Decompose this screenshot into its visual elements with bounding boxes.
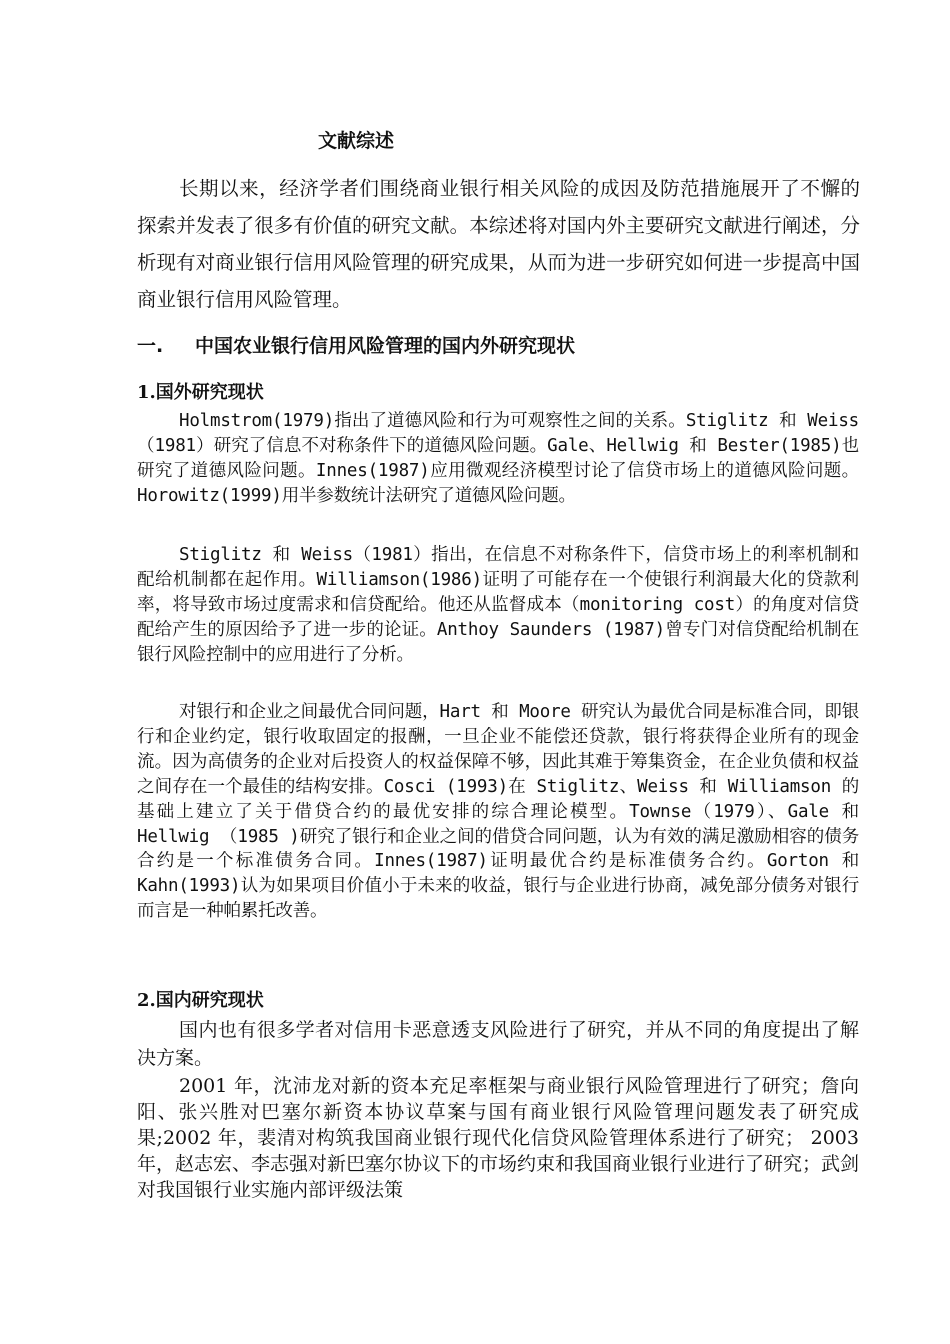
section-number: 一. [137,335,164,357]
foreign-paragraph-2: Stiglitz 和 Weiss（1981）指出，在信息不对称条件下，信贷市场上的利率机制和配给机制都在起作用。Williamson(1986)证明了可能存在一个使银行利润最大化的贷款利率，将导致市场过度需求和信贷配给。他还从监督成本（monitoring cost）的角度对信贷配给产生的原因给予了进一步的论证。Anthoy Saunders (1987)曾专门对信贷配给机制在银行风险控制中的应用进行了分析。 [137,545,859,665]
foreign-paragraph-3: 对银行和企业之间最优合同问题，Hart 和 Moore 研究认为最优合同是标准合同，即银行和企业约定，银行收取固定的报酬，一旦企业不能偿还贷款，银行将获得企业所有的现金流。因为高债务的企业对后投资人的权益保障不够，因此其难于筹集资金，在企业负债和权益之间存在一个最佳的结构安排。Cosci (1993)在 Stiglitz、Weiss 和 Williamson 的基础上建立了关于借贷合约的最优安排的综合理论模型。Townse（1979）、Gale 和 Hellwig （1985 )研究了银行和企业之间的借贷合同问题，认为有效的满足激励相容的债务合约是一个标准债务合同。Innes(1987)证明最优合约是标准债务合约。Gorton 和 Kahn(1993)认为如果项目价值小于未来的收益，银行与企业进行协商，减免部分债务对银行而言是一种帕累托改善。 [137,702,859,922]
foreign-paragraph-1: Holmstrom(1979)指出了道德风险和行为可观察性之间的关系。Stiglitz 和 Weiss（1981）研究了信息不对称条件下的道德风险问题。Gale、Hellwig 和 Bester(1985)也研究了道德风险问题。Innes(1987)应用微观经济模型讨论了信贷市场上的道德风险问题。Horowitz(1999)用半参数统计法研究了道德风险问题。 [137,411,859,506]
intro-paragraph: 长期以来，经济学者们围绕商业银行相关风险的成因及防范措施展开了不懈的探索并发表了很多有价值的研究文献。本综述将对国内外主要研究文献进行阐述，分析现有对商业银行信用风险管理的研究成果，从而为进一步研究如何进一步提高中国商业银行信用风险管理。 [137,177,860,311]
section-heading [137,331,575,358]
domestic-paragraph-1: 国内也有很多学者对信用卡恶意透支风险进行了研究，并从不同的角度提出了解决方案。 [137,1019,859,1069]
foreign-research-heading: 1.国外研究现状 [137,382,264,403]
document-title: 文献综述 [318,130,395,152]
section-title: 中国农业银行信用风险管理的国内外研究现状 [195,335,576,357]
domestic-paragraph-2: 2001 年，沈沛龙对新的资本充足率框架与商业银行风险管理进行了研究；詹向阳、张兴胜对巴塞尔新资本协议草案与国有商业银行风险管理问题发表了研究成果;2002 年，裴清对构筑我国商业银行现代化信贷风险管理体系进行了研究； 2003 年，赵志宏、李志强对新巴塞尔协议下的市场约束和我国商业银行业进行了研究；武剑对我国银行业实施内部评级法策 [137,1075,860,1201]
domestic-research-heading: 2.国内研究现状 [137,990,264,1011]
